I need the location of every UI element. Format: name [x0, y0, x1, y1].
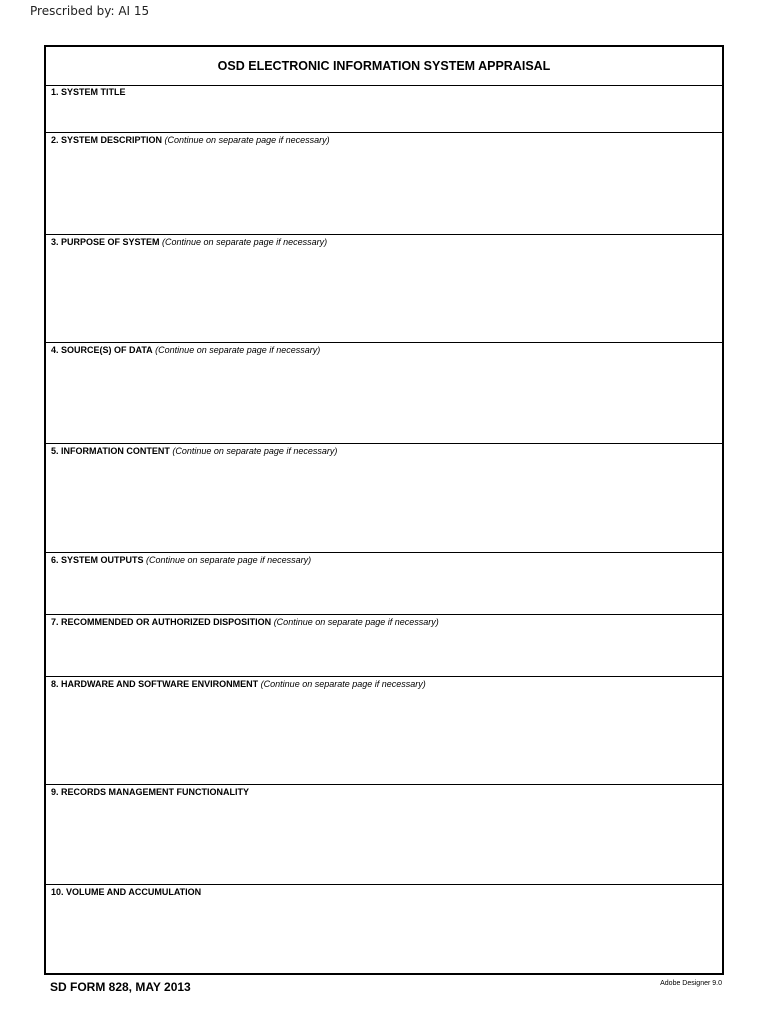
field-information-content[interactable]: [46, 444, 722, 553]
field-volume-and-accumulation[interactable]: [46, 885, 722, 973]
field-system-outputs[interactable]: [46, 553, 722, 615]
field-label: 10. VOLUME AND ACCUMULATION: [51, 887, 202, 897]
field-label: 5. INFORMATION CONTENT (Continue on separate page if necessary): [51, 446, 338, 456]
field-system-title[interactable]: [46, 85, 722, 133]
field-label: 7. RECOMMENDED OR AUTHORIZED DISPOSITION (Continue on separate page if necessary): [51, 617, 439, 627]
field-label: 9. RECORDS MANAGEMENT FUNCTIONALITY: [51, 787, 249, 797]
field-system-description[interactable]: [46, 133, 722, 235]
field-label: 4. SOURCE(S) OF DATA (Continue on separate page if necessary): [51, 345, 321, 355]
field-hardware-software-environment[interactable]: [46, 677, 722, 785]
form-id: SD FORM 828, MAY 2013: [50, 980, 191, 994]
field-label: 3. PURPOSE OF SYSTEM (Continue on separate page if necessary): [51, 237, 328, 247]
field-sources-of-data[interactable]: [46, 343, 722, 444]
field-label: 1. SYSTEM TITLE: [51, 87, 126, 97]
field-label: 2. SYSTEM DESCRIPTION (Continue on separate page if necessary): [51, 135, 330, 145]
designer-credit: Adobe Designer 9.0: [660, 980, 722, 987]
prescribed-by-text: Prescribed by: AI 15: [30, 4, 150, 18]
form-title: OSD ELECTRONIC INFORMATION SYSTEM APPRAISAL: [46, 47, 722, 86]
appraisal-form: [44, 45, 724, 975]
field-label: 6. SYSTEM OUTPUTS (Continue on separate page if necessary): [51, 555, 312, 565]
field-recommended-disposition[interactable]: [46, 615, 722, 677]
field-purpose-of-system[interactable]: [46, 235, 722, 343]
field-records-management-functionality[interactable]: [46, 785, 722, 885]
field-label: 8. HARDWARE AND SOFTWARE ENVIRONMENT (Continue on separate page if necessary): [51, 679, 426, 689]
